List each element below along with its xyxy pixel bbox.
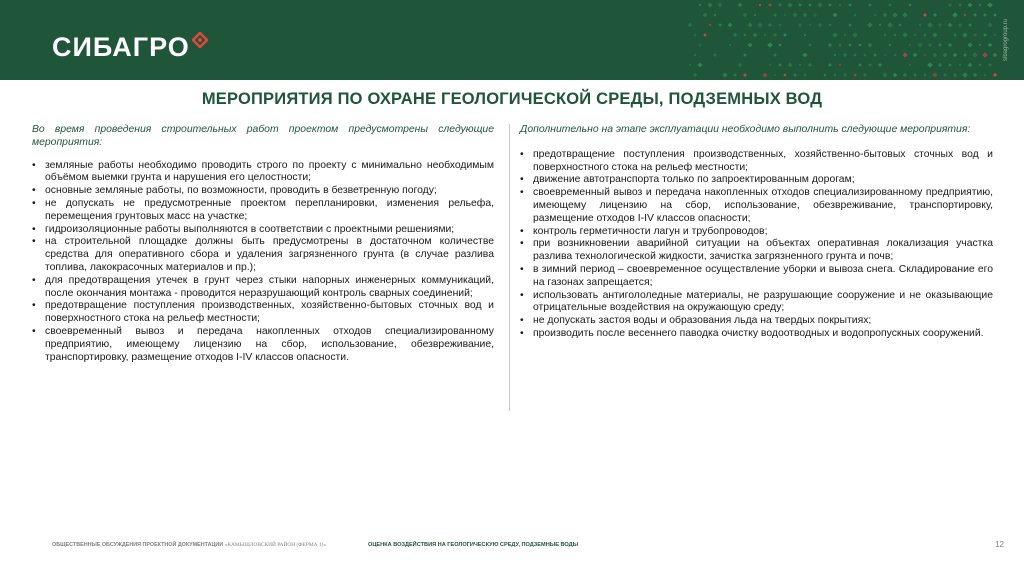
dot-pattern-mark [709, 24, 711, 26]
dot-pattern-mark [754, 14, 756, 16]
dot-pattern-mark [878, 23, 881, 26]
dot-pattern-mark [953, 53, 957, 57]
list-item: • своевременный вывоз и передача накопленных отходов специализированному предприятию, имеющему лицензию на сбор, использование, обезвреживание, транспортировку, размещение отходов I-IV классов опасности. [32, 326, 494, 364]
dot-pattern-mark [767, 42, 772, 47]
dot-pattern-mark [803, 13, 807, 17]
list-item: • движение автотранспорта только по запроектированным дорогам; [520, 174, 993, 187]
dot-pattern-mark [698, 3, 701, 6]
dot-pattern-mark [834, 54, 837, 57]
dot-pattern-mark [968, 3, 973, 8]
dot-pattern-mark [883, 33, 886, 36]
dot-pattern-mark [804, 34, 806, 36]
dot-pattern-mark [948, 43, 952, 47]
dot-pattern-mark [778, 23, 781, 26]
dot-pattern-mark [988, 43, 992, 47]
dot-pattern-mark [963, 33, 968, 38]
dot-pattern-mark [959, 64, 962, 67]
dot-pattern-mark [748, 43, 753, 48]
dot-pattern-mark [968, 63, 973, 68]
dot-pattern-mark [958, 23, 962, 27]
dot-pattern-mark [864, 54, 867, 57]
dot-pattern-mark [808, 63, 812, 67]
dot-pattern-mark [738, 63, 743, 68]
dot-pattern-mark [774, 74, 776, 76]
dot-pattern-mark [938, 63, 943, 68]
dot-pattern-mark [899, 24, 902, 27]
dot-pattern-mark [909, 44, 911, 46]
dot-pattern-mark [943, 73, 947, 77]
dot-pattern-mark [832, 32, 837, 37]
dot-pattern-mark [893, 73, 898, 78]
dot-pattern-mark [902, 32, 907, 37]
dot-pattern-mark [852, 32, 857, 37]
dot-pattern-mark [803, 53, 808, 58]
logo-text: СИБАГРО [52, 32, 190, 62]
dot-pattern-mark [893, 33, 896, 36]
dot-pattern-mark [982, 52, 988, 58]
dot-pattern-mark [853, 13, 856, 16]
dot-pattern-mark [728, 23, 733, 28]
dot-pattern-mark [858, 63, 862, 67]
dot-pattern-mark [868, 63, 872, 67]
dot-pattern-mark [762, 72, 767, 77]
dot-pattern-mark [893, 53, 896, 56]
footer-project-label [52, 542, 332, 549]
dot-pattern-mark [838, 43, 842, 47]
dot-pattern-mark [948, 63, 951, 66]
dot-pattern-mark [828, 23, 831, 26]
dot-pattern-mark [968, 23, 972, 27]
footer-section-label: ОЦЕНКА ВОЗДЕЙСТВИЯ НА ГЕОЛОГИЧЕСКУЮ СРЕДУ, ПОДЗЕМНЫЕ ВОДЫ [368, 542, 579, 548]
dot-pattern-mark [838, 3, 841, 6]
dot-pattern-mark [703, 13, 708, 18]
dot-pattern-mark [973, 33, 977, 37]
dot-pattern-mark [778, 43, 781, 46]
dot-pattern-mark [978, 3, 982, 7]
dot-pattern-mark [757, 22, 762, 27]
dot-pattern-mark [883, 13, 887, 17]
list-item: • при возникновении аварийной ситуации на объектах оперативная локализация участка разлива технологической жидкости, зачистка загрязненного грунта и почв; [520, 238, 993, 264]
dot-pattern-mark [713, 53, 717, 57]
dot-pattern-mark [703, 33, 707, 37]
site-url [1000, 0, 1012, 80]
dot-pattern-mark [947, 22, 952, 27]
dot-pattern-mark [853, 73, 856, 76]
dot-pattern-mark [873, 53, 876, 56]
list-item: • для предотвращения утечек в грунт через стыки напорных инженерных коммуникаций, после окончания монтажа - проводится неразрушающий контроль сварных соединений; [32, 275, 494, 301]
dot-pattern-mark [928, 43, 932, 47]
site-url-text: sibagrogroup.ru [1003, 18, 1009, 62]
list-item: • в зимний период – своевременное осуществление уборки и вывоза снега. Складирование его на газонах запрещается; [520, 264, 993, 290]
dot-pattern-mark [733, 33, 737, 37]
dot-pattern-mark [773, 13, 777, 17]
dot-pattern-mark [884, 54, 887, 57]
page-number: 12 [995, 540, 1004, 549]
list-item: • предотвращение поступления производственных, хозяйственно-бытовых сточных вод и поверхностного стока на рельеф местности; [520, 149, 993, 175]
dot-pattern-mark [902, 52, 907, 57]
dot-pattern-mark [793, 73, 796, 76]
dot-pattern-mark [823, 73, 826, 76]
dot-pattern-mark [868, 3, 872, 7]
right-list [520, 149, 993, 341]
dot-pattern-mark [962, 72, 967, 77]
dot-pattern-mark [718, 3, 723, 8]
dot-pattern-mark [813, 13, 817, 17]
dot-pattern-mark [963, 53, 967, 57]
dot-pattern-mark [688, 63, 691, 66]
dot-pattern-mark [892, 12, 897, 17]
dot-pattern-mark [987, 22, 992, 27]
dot-pattern-mark [993, 13, 997, 17]
dot-pattern-mark [952, 12, 958, 18]
dot-pattern-mark [909, 64, 912, 67]
dot-pattern-mark [993, 53, 998, 58]
dot-pattern-mark [888, 3, 892, 7]
dot-pattern-mark [833, 73, 836, 76]
dot-pattern-mark [948, 3, 952, 7]
dot-pattern-mark [743, 73, 747, 77]
dot-pattern-mark [993, 73, 997, 77]
dot-pattern-mark [923, 53, 926, 56]
dot-pattern-mark [778, 3, 782, 7]
dot-pattern-mark [983, 13, 987, 17]
dot-pattern-mark [983, 73, 986, 76]
dot-pattern-mark [828, 3, 832, 7]
dot-pattern-mark [764, 34, 766, 36]
dot-pattern-mark [848, 3, 852, 7]
dot-pattern-mark [808, 3, 812, 7]
dot-pattern-mark [698, 43, 702, 47]
dot-pattern-mark [913, 53, 917, 57]
dot-pattern-mark [868, 43, 873, 48]
dot-pattern-mark [863, 73, 867, 77]
dot-pattern-mark [953, 33, 957, 37]
dot-pattern-mark [738, 3, 743, 8]
dot-pattern-mark [788, 63, 793, 68]
dot-pattern-mark [953, 73, 957, 77]
logo [52, 30, 208, 64]
list-item: • предотвращение поступления производственных, хозяйственно-бытовых сточных вод и поверхностного стока на рельеф местности; [32, 300, 494, 326]
dot-pattern-mark [943, 53, 948, 58]
list-item: • земляные работы необходимо проводить строго по проекту с минимально необходимым объёмом выемки грунта и нарушения его целостности; [32, 160, 494, 186]
dot-pattern-mark [843, 53, 847, 57]
dot-pattern-mark [743, 53, 746, 56]
dot-pattern-mark [793, 13, 798, 18]
dot-pattern-mark [964, 14, 967, 17]
dot-pattern-mark [688, 23, 693, 28]
list-item: • на строительной площадке должны быть предусмотрены в достаточном количестве средства для оперативного сбора и удаления загрязненного грунта (в случае разлива топлива, лакокрасочных материалов и пр.); [32, 236, 494, 274]
dot-pattern-mark [993, 33, 996, 36]
dot-pattern-mark [783, 73, 786, 76]
dot-pattern-mark [917, 42, 923, 48]
dot-pattern-mark [808, 43, 812, 47]
dot-pattern-mark [799, 64, 802, 67]
dot-pattern-mark [902, 12, 907, 17]
page-title: МЕРОПРИЯТИЯ ПО ОХРАНЕ ГЕОЛОГИЧЕСКОЙ СРЕДЫ, ПОДЗЕМНЫХ ВОД [201, 90, 823, 108]
list-item: • не допускать застоя воды и образования льда на твердых покрытиях; [520, 315, 993, 328]
dot-pattern-mark [887, 22, 892, 27]
dot-pattern-mark [923, 13, 927, 17]
dot-pattern-mark [707, 2, 712, 7]
dot-pattern-mark [743, 33, 746, 36]
list-item: • использовать антигололедные материалы, не разрушающие сооружение и не оказывающие отрицательные воздействия на окружающую среду; [520, 290, 993, 316]
dot-pattern-mark [697, 62, 702, 67]
logo-diamond-icon [192, 32, 208, 48]
dot-pattern-mark [932, 72, 937, 77]
dot-pattern-mark [927, 22, 932, 27]
dot-pattern-mark [979, 44, 982, 47]
dot-pattern-mark [867, 22, 872, 27]
dot-pattern-mark [803, 73, 807, 77]
dot-pattern-mark [932, 32, 937, 37]
dot-pattern-mark [773, 33, 777, 37]
dot-pattern-mark [798, 23, 802, 27]
dot-pattern-mark [753, 33, 757, 37]
left-intro: Во время проведения строительных работ проектом предусмотрены следующие мероприятия: [32, 124, 494, 148]
dot-pattern-mark [733, 73, 737, 77]
left-column [32, 124, 494, 364]
dot-pattern-mark [938, 23, 942, 27]
dot-pattern-mark [923, 73, 927, 77]
dot-pattern-mark [839, 64, 842, 67]
dot-pattern-mark [693, 33, 696, 36]
dot-pattern-mark [714, 14, 717, 17]
dot-pattern-mark [773, 53, 777, 57]
dot-pattern-mark [693, 73, 698, 78]
dot-pattern-mark [843, 73, 847, 77]
dot-pattern-mark [808, 23, 811, 26]
list-item: • не допускать не предусмотренные проектом перепланировки, изменения рельефа, перемещения грунтовых масс на участке; [32, 198, 494, 224]
list-item: • гидроизоляционные работы выполняются в соответствии с проектными решениями; [32, 224, 494, 237]
dot-pattern-mark [828, 43, 832, 47]
dot-pattern-mark [694, 54, 697, 57]
dot-pattern-mark [747, 22, 752, 27]
dot-pattern-mark [958, 3, 962, 7]
dot-pattern-mark [818, 23, 823, 28]
dot-pattern-mark [882, 72, 888, 78]
dot-pattern-mark [768, 23, 772, 27]
dot-pattern-mark [848, 23, 851, 26]
column-divider [509, 124, 510, 411]
list-item: • основные земляные работы, по возможности, проводить в безветренную погоду; [32, 185, 494, 198]
dot-pattern-mark [923, 33, 926, 36]
dot-pattern-mark [918, 23, 921, 26]
dot-pattern-mark [742, 12, 747, 17]
dot-pattern-mark [718, 23, 722, 27]
dot-pattern-mark [979, 64, 982, 67]
dot-pattern-mark [973, 73, 977, 77]
dot-pattern-mark [858, 43, 861, 46]
dot-pattern-mark [972, 52, 978, 58]
dot-pattern-mark [914, 34, 917, 37]
dot-pattern-mark [828, 63, 832, 67]
dot-pattern-mark [759, 4, 762, 7]
dot-pattern-mark [988, 63, 992, 67]
dot-pattern-mark [778, 63, 782, 67]
dot-pattern-mark [889, 44, 892, 47]
dot-pattern-mark [967, 42, 972, 47]
dot-pattern-mark [878, 63, 882, 67]
right-column [520, 124, 993, 341]
dot-pattern-mark [933, 13, 937, 17]
dot-pattern-mark [973, 13, 977, 17]
dot-pattern-mark [933, 53, 937, 57]
dot-pattern-mark [848, 43, 851, 46]
dot-pattern-mark [787, 2, 793, 8]
dot-pattern-mark [938, 43, 942, 47]
dot-pattern-mark [722, 72, 727, 77]
dot-pattern-mark [927, 62, 932, 67]
dot-pattern-mark [798, 3, 801, 6]
dot-pattern-mark [874, 14, 877, 17]
dot-pattern-mark [913, 73, 916, 76]
footer-project-bold: ОБЩЕСТВЕННЫЕ ОБСУЖДЕНИЯ ПРОЕКТНОЙ ДОКУМЕНТАЦИИ [52, 542, 224, 548]
dot-pattern-mark [729, 44, 731, 46]
footer-project-name: «КАМЫШЛОВСКИЙ РАЙОН (ФЕРМА 1)» [224, 542, 327, 548]
dot-pattern-mark [853, 53, 857, 57]
dot-pattern-mark [783, 33, 787, 37]
dot-pattern-mark [903, 73, 908, 78]
dot-pattern-mark [844, 34, 847, 37]
list-item: • своевременный вывоз и передача накопленных отходов специализированному предприятию, имеющему лицензию на сбор, использование, обезвреживание, транспортировку, размещение отходов I-IV классов опасности; [520, 187, 993, 225]
dot-pattern-mark [768, 63, 771, 66]
dot-pattern-mark [833, 13, 838, 18]
dot-pattern-mark [987, 2, 993, 8]
dot-pattern-mark [908, 3, 911, 6]
dot-pattern-mark [817, 2, 822, 7]
list-item: • производить после весеннего паводка очистку водоотводных и водопропускных сооружений. [520, 328, 993, 341]
list-item: • контроль герметичности лагун и трубопроводов; [520, 226, 993, 239]
header-bar [0, 0, 1024, 80]
dot-pattern-mark [983, 33, 987, 37]
dot-pattern-mark [768, 3, 772, 7]
right-intro: Дополнительно на этапе эксплуатации необходимо выполнить следующие мероприятия: [520, 124, 971, 135]
left-list [32, 160, 494, 365]
dot-pattern-mark [784, 14, 787, 17]
